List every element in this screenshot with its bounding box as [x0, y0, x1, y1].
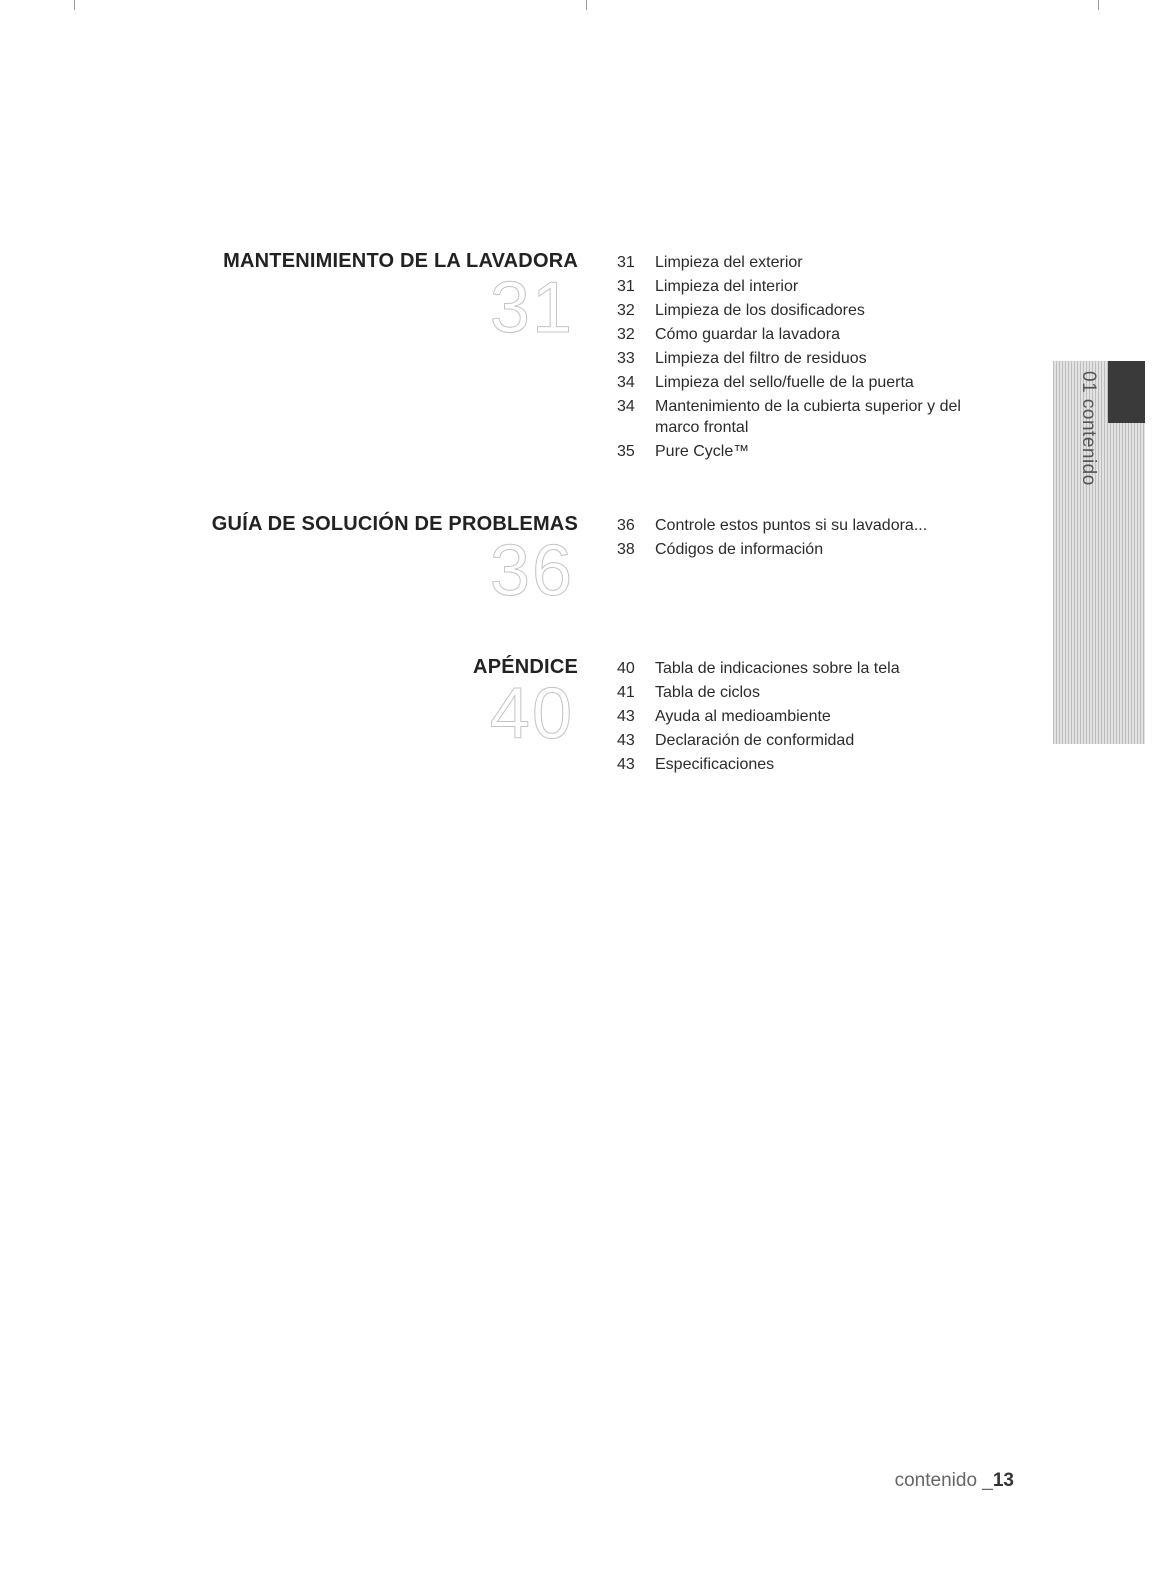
section-title: APÉNDICE [473, 656, 578, 678]
toc-item[interactable] [617, 348, 1017, 369]
section-big-number: 31 [489, 268, 574, 348]
toc-item[interactable] [617, 324, 1017, 345]
toc-list [617, 252, 1017, 465]
toc-item-label: Controle estos puntos si su lavadora... [655, 517, 928, 534]
toc-item-page: 40 [617, 660, 635, 677]
toc-item-page: 43 [617, 732, 635, 749]
toc-item-label: Cómo guardar la lavadora [655, 326, 840, 343]
toc-item-page: 34 [617, 398, 635, 415]
toc-item[interactable] [617, 706, 1017, 727]
toc-item-page: 36 [617, 517, 635, 534]
crop-mark-center [586, 0, 587, 10]
toc-item-label: Limpieza del filtro de residuos [655, 350, 867, 367]
toc-item[interactable] [617, 682, 1017, 703]
toc-item-label: Limpieza del sello/fuelle de la puerta [655, 374, 914, 391]
toc-item-label: Tabla de ciclos [655, 684, 760, 701]
toc-item-page: 41 [617, 684, 635, 701]
toc-item-label: Tabla de indicaciones sobre la tela [655, 660, 900, 677]
page-footer [895, 1470, 1014, 1492]
toc-item-page: 32 [617, 326, 635, 343]
chapter-tab-label: 01 contenido [1078, 371, 1099, 486]
toc-item-label: Códigos de información [655, 541, 824, 558]
toc-item-label: Especificaciones [655, 756, 775, 773]
toc-item[interactable] [617, 441, 1017, 462]
toc-item[interactable] [617, 658, 1017, 679]
toc-item-label: Ayuda al medioambiente [655, 708, 831, 725]
toc-item[interactable] [617, 252, 1017, 273]
section-title: GUÍA DE SOLUCIÓN DE PROBLEMAS [211, 513, 578, 535]
crop-mark-left [74, 0, 75, 10]
toc-item-label: Limpieza del interior [655, 278, 799, 295]
toc-item-page: 31 [617, 254, 635, 271]
section-big-number: 36 [489, 531, 574, 611]
toc-item-page: 43 [617, 708, 635, 725]
toc-item-page: 32 [617, 302, 635, 319]
toc-item[interactable] [617, 515, 1017, 536]
toc-item[interactable] [617, 372, 1017, 393]
toc-item-page: 38 [617, 541, 635, 558]
page-number: 13 [992, 1470, 1014, 1491]
crop-mark-right [1098, 0, 1099, 10]
toc-item-page: 34 [617, 374, 635, 391]
toc-item[interactable] [617, 396, 1017, 438]
section-title: MANTENIMIENTO DE LA LAVADORA [223, 250, 578, 272]
toc-item-label: Mantenimiento de la cubierta superior y del marco frontal [655, 398, 961, 436]
chapter-tab-marker [1108, 361, 1145, 423]
toc-item-label: Limpieza de los dosificadores [655, 302, 865, 319]
toc-item[interactable] [617, 539, 1017, 560]
toc-item-page: 35 [617, 443, 635, 460]
footer-label: contenido _ [894, 1470, 993, 1491]
toc-item[interactable] [617, 300, 1017, 321]
section-big-number: 40 [489, 674, 574, 754]
toc-item-page: 43 [617, 756, 635, 773]
toc-item[interactable] [617, 754, 1017, 775]
toc-item-page: 31 [617, 278, 635, 295]
toc-item-label: Limpieza del exterior [655, 254, 803, 271]
toc-item-label: Declaración de conformidad [655, 732, 855, 749]
toc-item-page: 33 [617, 350, 635, 367]
chapter-side-tab [1053, 361, 1145, 744]
toc-list [617, 658, 1017, 778]
toc-list [617, 515, 1017, 563]
toc-item[interactable] [617, 276, 1017, 297]
toc-item-label: Pure Cycle™ [655, 443, 750, 460]
toc-item[interactable] [617, 730, 1017, 751]
